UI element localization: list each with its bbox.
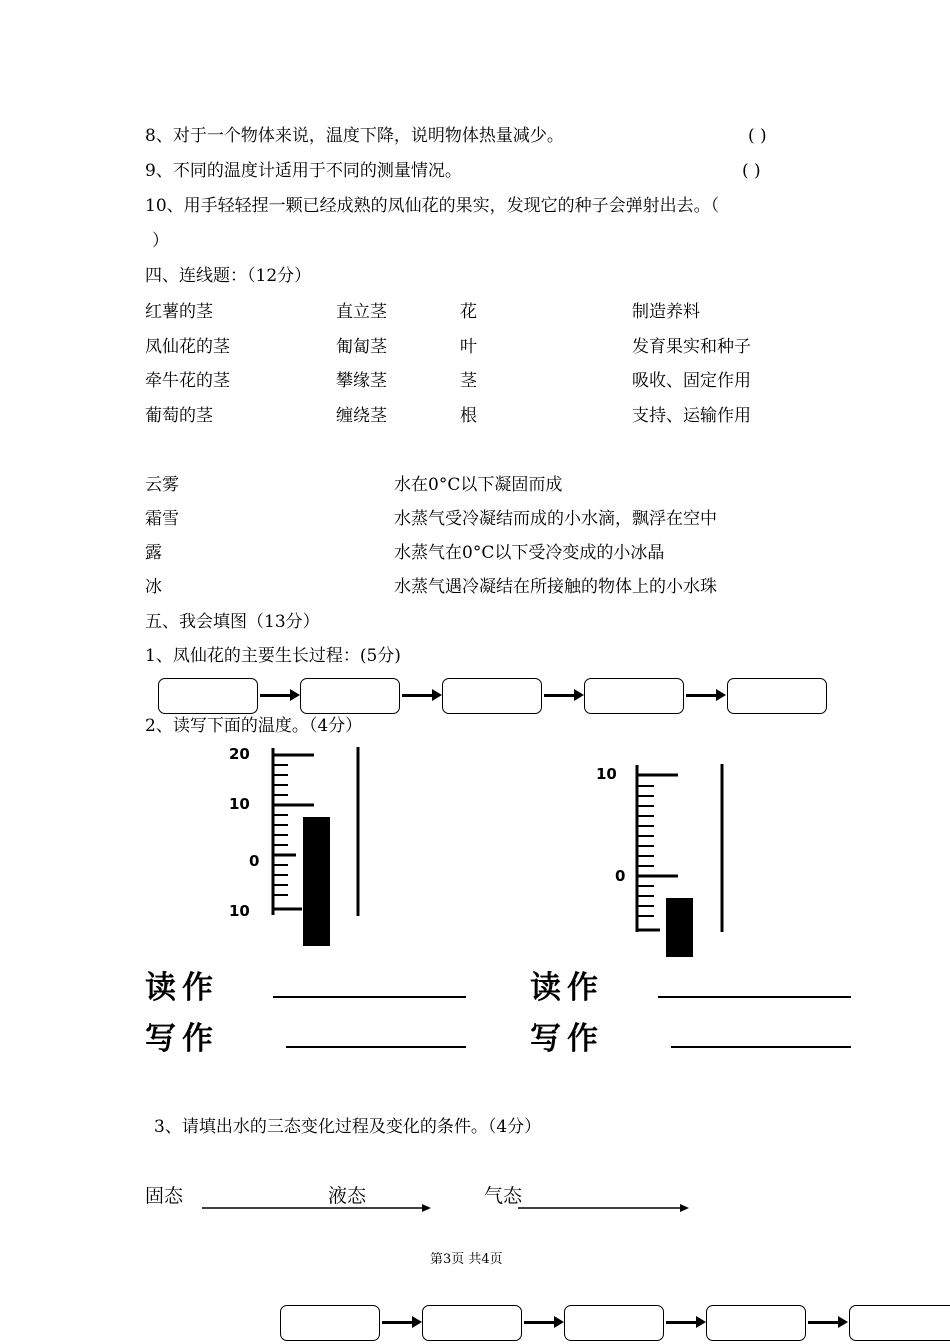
state-solid: 固态 bbox=[145, 1185, 184, 1207]
arrow-icon bbox=[382, 1321, 413, 1324]
stem-name: 葡萄的茎 bbox=[145, 406, 213, 426]
state-liquid: 液态 bbox=[328, 1185, 367, 1207]
water-desc: 水蒸气受冷凝结而成的小水滴，飘浮在空中 bbox=[394, 509, 717, 529]
stem-type: 直立茎 bbox=[336, 302, 387, 322]
organ: 叶 bbox=[460, 337, 477, 357]
growth-stage-box[interactable] bbox=[584, 678, 684, 714]
read-answer-line-left[interactable] bbox=[273, 996, 466, 998]
arrow-icon bbox=[402, 694, 433, 697]
stem-name: 牵牛花的茎 bbox=[145, 371, 230, 391]
arrow-icon bbox=[686, 694, 717, 697]
tick-label: 10 bbox=[229, 795, 250, 813]
growth-stage-box[interactable] bbox=[280, 1305, 380, 1341]
question-1: 1、凤仙花的主要生长过程：(5分) bbox=[145, 646, 401, 666]
arrow-icon bbox=[260, 694, 291, 697]
water-form: 冰 bbox=[145, 577, 162, 597]
tf-item-8: 8、对于一个物体来说，温度下降，说明物体热量减少。 bbox=[145, 126, 564, 146]
arrow-icon bbox=[666, 1321, 697, 1324]
growth-stage-box[interactable] bbox=[564, 1305, 664, 1341]
write-label: 写作 bbox=[145, 1021, 219, 1057]
page-footer: 第3页 共4页 bbox=[430, 1252, 503, 1267]
function: 发育果实和种子 bbox=[632, 337, 751, 357]
tick-label: 20 bbox=[229, 745, 250, 763]
arrow-icon bbox=[808, 1321, 839, 1324]
tf-item-9: 9、不同的温度计适用于不同的测量情况。 bbox=[145, 161, 462, 181]
organ: 根 bbox=[460, 406, 477, 426]
growth-stage-box[interactable] bbox=[442, 678, 542, 714]
stem-name: 红薯的茎 bbox=[145, 302, 213, 322]
water-form: 霜雪 bbox=[145, 509, 179, 529]
tick-label: 10 bbox=[229, 902, 250, 920]
read-answer-line-right[interactable] bbox=[658, 996, 851, 998]
water-desc: 水蒸气在0°C以下受冷变成的小冰晶 bbox=[394, 543, 665, 563]
tf-bracket-8[interactable]: ( ) bbox=[748, 126, 767, 146]
mercury-column bbox=[303, 817, 330, 946]
tf-bracket-10[interactable]: ） bbox=[152, 231, 169, 251]
question-3: 3、请填出水的三态变化过程及变化的条件。（4分） bbox=[154, 1117, 542, 1137]
thermometer-scale bbox=[630, 762, 740, 962]
growth-stage-box[interactable] bbox=[158, 678, 258, 714]
write-label: 写作 bbox=[530, 1021, 604, 1057]
function: 吸收、固定作用 bbox=[632, 371, 751, 391]
growth-stage-box[interactable] bbox=[706, 1305, 806, 1341]
stem-name: 凤仙花的茎 bbox=[145, 337, 230, 357]
growth-stage-box[interactable] bbox=[422, 1305, 522, 1341]
write-answer-line-right[interactable] bbox=[671, 1046, 851, 1048]
state-arrows bbox=[200, 1200, 700, 1216]
water-form: 云雾 bbox=[145, 475, 179, 495]
function: 制造养料 bbox=[632, 302, 700, 322]
organ: 花 bbox=[460, 302, 477, 322]
thermometer-scale bbox=[266, 745, 376, 950]
function: 支持、运输作用 bbox=[632, 406, 751, 426]
tick-label: 0 bbox=[249, 852, 260, 870]
tick-label: 0 bbox=[615, 867, 626, 885]
arrow-icon bbox=[544, 694, 575, 697]
growth-stage-box[interactable] bbox=[727, 678, 827, 714]
section5-title: 五、我会填图（13分） bbox=[145, 612, 320, 632]
read-label: 读作 bbox=[530, 970, 604, 1006]
water-desc: 水在0°C以下凝固而成 bbox=[394, 475, 563, 495]
water-form: 露 bbox=[145, 543, 162, 563]
stem-type: 攀缘茎 bbox=[336, 371, 387, 391]
organ: 茎 bbox=[460, 371, 477, 391]
section4-title: 四、连线题：（12分） bbox=[145, 266, 312, 286]
stem-type: 缠绕茎 bbox=[336, 406, 387, 426]
tf-bracket-9[interactable]: ( ) bbox=[742, 161, 761, 181]
mercury-column bbox=[666, 898, 693, 957]
read-label: 读作 bbox=[145, 970, 219, 1006]
stem-type: 匍匐茎 bbox=[336, 337, 387, 357]
question-2: 2、读写下面的温度。（4分） bbox=[145, 716, 363, 736]
tick-label: 10 bbox=[596, 765, 617, 783]
write-answer-line-left[interactable] bbox=[286, 1046, 466, 1048]
growth-stage-box[interactable] bbox=[300, 678, 400, 714]
arrow-icon bbox=[524, 1321, 555, 1324]
tf-item-10: 10、用手轻轻捏一颗已经成熟的凤仙花的果实，发现它的种子会弹射出去。（ bbox=[145, 196, 720, 216]
water-desc: 水蒸气遇冷凝结在所接触的物体上的小水珠 bbox=[394, 577, 717, 597]
state-gas: 气态 bbox=[484, 1185, 523, 1207]
growth-stage-box[interactable] bbox=[849, 1305, 950, 1341]
